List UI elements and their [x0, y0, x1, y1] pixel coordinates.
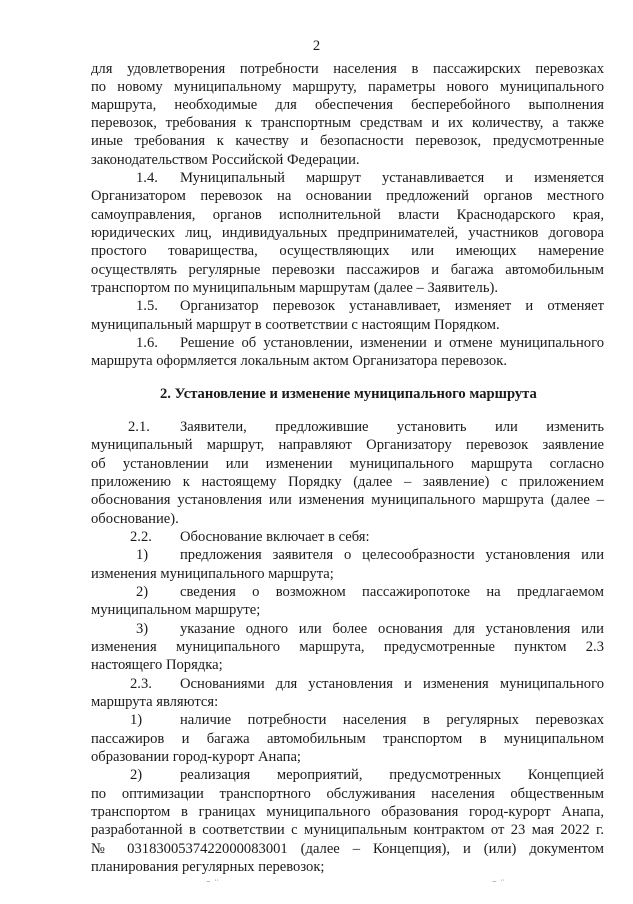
text-line: маршрута, необходимые для обеспечения бесперебойного выполнения [91, 97, 604, 113]
item-number: 2.1. [128, 419, 150, 435]
paragraph-first-line [130, 766, 604, 784]
item-text: Обоснование включает в себя: [180, 529, 370, 545]
item-text: Решение об установлении, изменении и отмене муниципального [180, 335, 604, 351]
paragraph-first-line [130, 528, 604, 546]
paragraph-first-line [136, 297, 604, 315]
item-text: Муниципальный маршрут устанавливается и изменяется [180, 170, 604, 186]
paragraph-first-line [136, 334, 604, 352]
text-line: по новому муниципальному маршруту, параметры нового муниципального [91, 79, 604, 95]
item-text: реализация мероприятий, предусмотренных Концепцией [180, 767, 604, 783]
text-line: пассажиров и багажа автомобильным транспортом в муниципальном [91, 731, 604, 747]
text-line: законодательством Российской Федерации. [91, 152, 360, 168]
item-number: 1.6. [136, 335, 158, 351]
item-number: 1.5. [136, 298, 158, 314]
paragraph-first-line [136, 169, 604, 187]
item-number: 1) [130, 712, 143, 728]
item-text: Организатор перевозок устанавливает, изменяет и отменяет [180, 298, 604, 314]
text-line: муниципальный маршрут в соответствии с настоящим Порядком. [91, 317, 500, 333]
section-heading: 2. Установление и изменение муниципального маршрута [160, 386, 537, 402]
text-line: № 0318300537422000083001 (далее – Концепция), и (или) документом [91, 841, 604, 857]
text-line: планирования регулярных перевозок; [91, 859, 325, 875]
page-number: 2 [312, 38, 321, 54]
text-line: осуществлять регулярные перевозки пассажиров и багажа автомобильным [91, 262, 604, 278]
text-line: транспортом в границах муниципального образования город-курорт Анапа, [91, 804, 604, 820]
item-text: Основаниями для установления и изменения муниципального [180, 676, 604, 692]
item-text: Заявители, предложившие установить или изменить [180, 419, 604, 435]
paragraph-first-line [130, 711, 604, 729]
text-line: самоуправления, органов исполнительной власти Краснодарского края, [91, 207, 604, 223]
text-line: образовании город-курорт Анапа; [91, 749, 301, 765]
text-line: иные требования к качеству и безопасности перевозок, предусмотренные [91, 133, 604, 149]
item-number: 3) [136, 621, 149, 637]
text-line: транспортом по муниципальным маршрутам (далее – Заявитель). [91, 280, 498, 296]
item-number: 2) [130, 767, 143, 783]
text-line: изменения муниципального маршрута, предусмотренные пунктом 2.3 [91, 639, 604, 655]
item-text: наличие потребности населения в регулярных перевозках [180, 712, 604, 728]
text-line: Организатором перевозок на основании предложений органов местного [91, 188, 604, 204]
text-line: об установлении или изменении муниципального маршрута согласно [91, 456, 604, 472]
text-line: разработанной в соответствии с муниципальным контрактом от 23 мая 2022 г. [91, 822, 604, 838]
text-line: юридических лиц, индивидуальных предпринимателей, участников договора [91, 225, 604, 241]
text-line: по оптимизации транспортного обслуживания населения общественным [91, 786, 604, 802]
text-line: муниципальный маршрут, направляют Организатору перевозок заявление [91, 437, 604, 453]
text-line: обоснования установления или изменения муниципального маршрута (далее – [91, 492, 604, 508]
paragraph-first-line [136, 546, 604, 564]
item-number: 1.4. [136, 170, 158, 186]
item-number: 2.3. [130, 676, 152, 692]
text-line: настоящего Порядка; [91, 657, 223, 673]
text-line: изменения муниципального маршрута; [91, 566, 334, 582]
item-number: 1) [136, 547, 149, 563]
item-text: сведения о возможном пассажиропотоке на предлагаемом [180, 584, 604, 600]
text-line: перевозок, требования к транспортным средствам и их количеству, а также [91, 115, 604, 131]
paragraph-first-line [136, 583, 604, 601]
text-line: простого товарищества, осуществляющих или имеющих намерение [91, 243, 604, 259]
scan-mark-right: ⁻ ͘ ͘ [492, 878, 502, 888]
item-text: указание одного или более основания для установления или [180, 621, 604, 637]
text-line: муниципальном маршруте; [91, 602, 261, 618]
item-text: предложения заявителя о целесообразности установления или [180, 547, 604, 563]
paragraph-first-line [130, 675, 604, 693]
text-line: приложению к настоящему Порядку (далее – заявление) с приложением [91, 474, 604, 490]
text-line: обоснование). [91, 511, 179, 527]
text-line: маршрута являются: [91, 694, 219, 710]
item-number: 2) [136, 584, 149, 600]
paragraph-first-line [136, 620, 604, 638]
text-line: маршрута оформляется локальным актом Организатора перевозок. [91, 353, 507, 369]
paragraph-first-line [128, 418, 604, 436]
text-line: для удовлетворения потребности населения в пассажирских перевозках [91, 61, 604, 77]
item-number: 2.2. [130, 529, 152, 545]
scan-mark-left: ⁻ ͘ ͘ [206, 878, 216, 888]
